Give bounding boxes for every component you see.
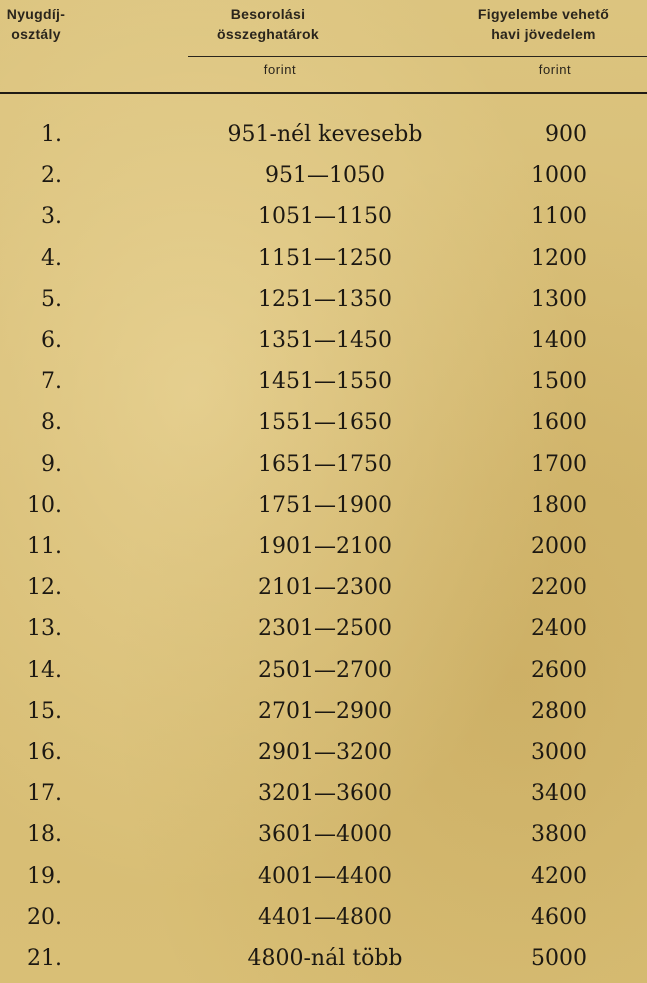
header-monthly-income-line2: havi jövedelem bbox=[491, 26, 596, 42]
pension-class-number: 13. bbox=[27, 616, 62, 642]
pension-class-number: 7. bbox=[41, 369, 62, 395]
classification-range: 4401—4800 bbox=[258, 904, 392, 930]
monthly-income-value: 2000 bbox=[531, 534, 587, 559]
monthly-income-value: 1100 bbox=[531, 204, 587, 230]
unit-label-limits: forint bbox=[263, 62, 297, 77]
table-row bbox=[0, 114, 647, 155]
header-classification-limits-line2: összeghatárok bbox=[217, 26, 319, 42]
monthly-income-value: 900 bbox=[545, 122, 587, 147]
classification-range: 3201—3600 bbox=[258, 781, 392, 807]
pension-class-number: 20. bbox=[27, 904, 62, 930]
monthly-income-value: 3000 bbox=[531, 740, 587, 765]
pension-class-number: 4. bbox=[41, 245, 62, 271]
table-row bbox=[0, 773, 647, 814]
classification-range: 1651—1750 bbox=[258, 451, 392, 477]
pension-class-number: 3. bbox=[41, 204, 62, 230]
classification-range: 1451—1550 bbox=[258, 369, 392, 395]
classification-range: 2701—2900 bbox=[258, 698, 392, 724]
monthly-income-value: 5000 bbox=[531, 946, 587, 971]
pension-class-number: 14. bbox=[27, 657, 62, 683]
pension-class-number: 8. bbox=[41, 410, 62, 436]
table-row bbox=[0, 485, 647, 526]
classification-range: 1251—1350 bbox=[258, 286, 392, 312]
monthly-income-value: 3800 bbox=[531, 822, 587, 848]
monthly-income-value: 2600 bbox=[531, 657, 587, 683]
monthly-income-value: 1000 bbox=[531, 163, 587, 189]
classification-range: 2901—3200 bbox=[258, 740, 392, 765]
table-row bbox=[0, 608, 647, 649]
table-row bbox=[0, 650, 647, 691]
header-pension-class-line2: osztály bbox=[11, 26, 61, 42]
table-row bbox=[0, 526, 647, 567]
monthly-income-value: 3400 bbox=[531, 781, 587, 807]
table-row bbox=[0, 402, 647, 443]
classification-range: 1351—1450 bbox=[258, 328, 392, 353]
pension-class-number: 21. bbox=[27, 946, 62, 971]
monthly-income-value: 4600 bbox=[531, 904, 587, 930]
monthly-income-value: 1300 bbox=[531, 286, 587, 312]
monthly-income-value: 2800 bbox=[531, 698, 587, 724]
classification-range: 2501—2700 bbox=[258, 657, 392, 683]
pension-class-number: 19. bbox=[27, 863, 62, 889]
table-header-rule bbox=[0, 92, 647, 94]
pension-class-number: 11. bbox=[27, 534, 62, 559]
classification-range: 4800-nál több bbox=[247, 946, 403, 971]
pension-class-number: 12. bbox=[27, 575, 62, 601]
header-monthly-income bbox=[440, 4, 647, 44]
classification-range: 1551—1650 bbox=[258, 410, 392, 436]
table-row bbox=[0, 856, 647, 897]
classification-range: 1151—1250 bbox=[258, 245, 392, 271]
header-classification-limits-line1: Besorolási bbox=[230, 6, 306, 22]
monthly-income-value: 4200 bbox=[531, 863, 587, 889]
monthly-income-value: 1800 bbox=[531, 492, 587, 518]
header-classification-limits bbox=[178, 4, 358, 44]
pension-class-number: 10. bbox=[27, 492, 62, 518]
monthly-income-value: 1600 bbox=[531, 410, 587, 436]
table-row bbox=[0, 444, 647, 485]
pension-class-number: 15. bbox=[27, 698, 62, 724]
table-row bbox=[0, 938, 647, 979]
classification-range: 951-nél kevesebb bbox=[227, 122, 423, 147]
classification-range: 4001—4400 bbox=[258, 863, 392, 889]
monthly-income-value: 1400 bbox=[531, 328, 587, 353]
classification-range: 1751—1900 bbox=[258, 492, 392, 518]
monthly-income-value: 1700 bbox=[531, 451, 587, 477]
monthly-income-value: 2400 bbox=[531, 616, 587, 642]
classification-range: 2301—2500 bbox=[258, 616, 392, 642]
table-row bbox=[0, 814, 647, 855]
monthly-income-value: 1200 bbox=[531, 245, 587, 271]
table-row bbox=[0, 238, 647, 279]
classification-range: 1051—1150 bbox=[258, 204, 392, 230]
table-row bbox=[0, 691, 647, 732]
monthly-income-value: 1500 bbox=[531, 369, 587, 395]
table-row bbox=[0, 567, 647, 608]
classification-range: 2101—2300 bbox=[258, 575, 392, 601]
pension-class-number: 1. bbox=[41, 122, 62, 147]
pension-class-number: 17. bbox=[27, 781, 62, 807]
table-row bbox=[0, 897, 647, 938]
classification-range: 3601—4000 bbox=[258, 822, 392, 848]
table-row bbox=[0, 361, 647, 402]
table-row bbox=[0, 279, 647, 320]
classification-range: 1901—2100 bbox=[258, 534, 392, 559]
table-row bbox=[0, 320, 647, 361]
pension-class-number: 2. bbox=[41, 163, 62, 189]
pension-class-number: 5. bbox=[41, 286, 62, 312]
pension-class-number: 18. bbox=[27, 822, 62, 848]
pension-class-number: 16. bbox=[27, 740, 62, 765]
header-pension-class bbox=[0, 4, 72, 44]
pension-class-number: 9. bbox=[41, 451, 62, 477]
table-row bbox=[0, 196, 647, 237]
monthly-income-value: 2200 bbox=[531, 575, 587, 601]
header-monthly-income-line1: Figyelembe vehető bbox=[477, 6, 610, 22]
header-divider bbox=[188, 56, 647, 57]
unit-label-income: forint bbox=[538, 62, 572, 77]
table-row bbox=[0, 732, 647, 773]
table-row bbox=[0, 155, 647, 196]
pension-class-number: 6. bbox=[41, 328, 62, 353]
classification-range: 951—1050 bbox=[265, 163, 385, 189]
header-pension-class-line1: Nyugdíj- bbox=[6, 6, 66, 22]
